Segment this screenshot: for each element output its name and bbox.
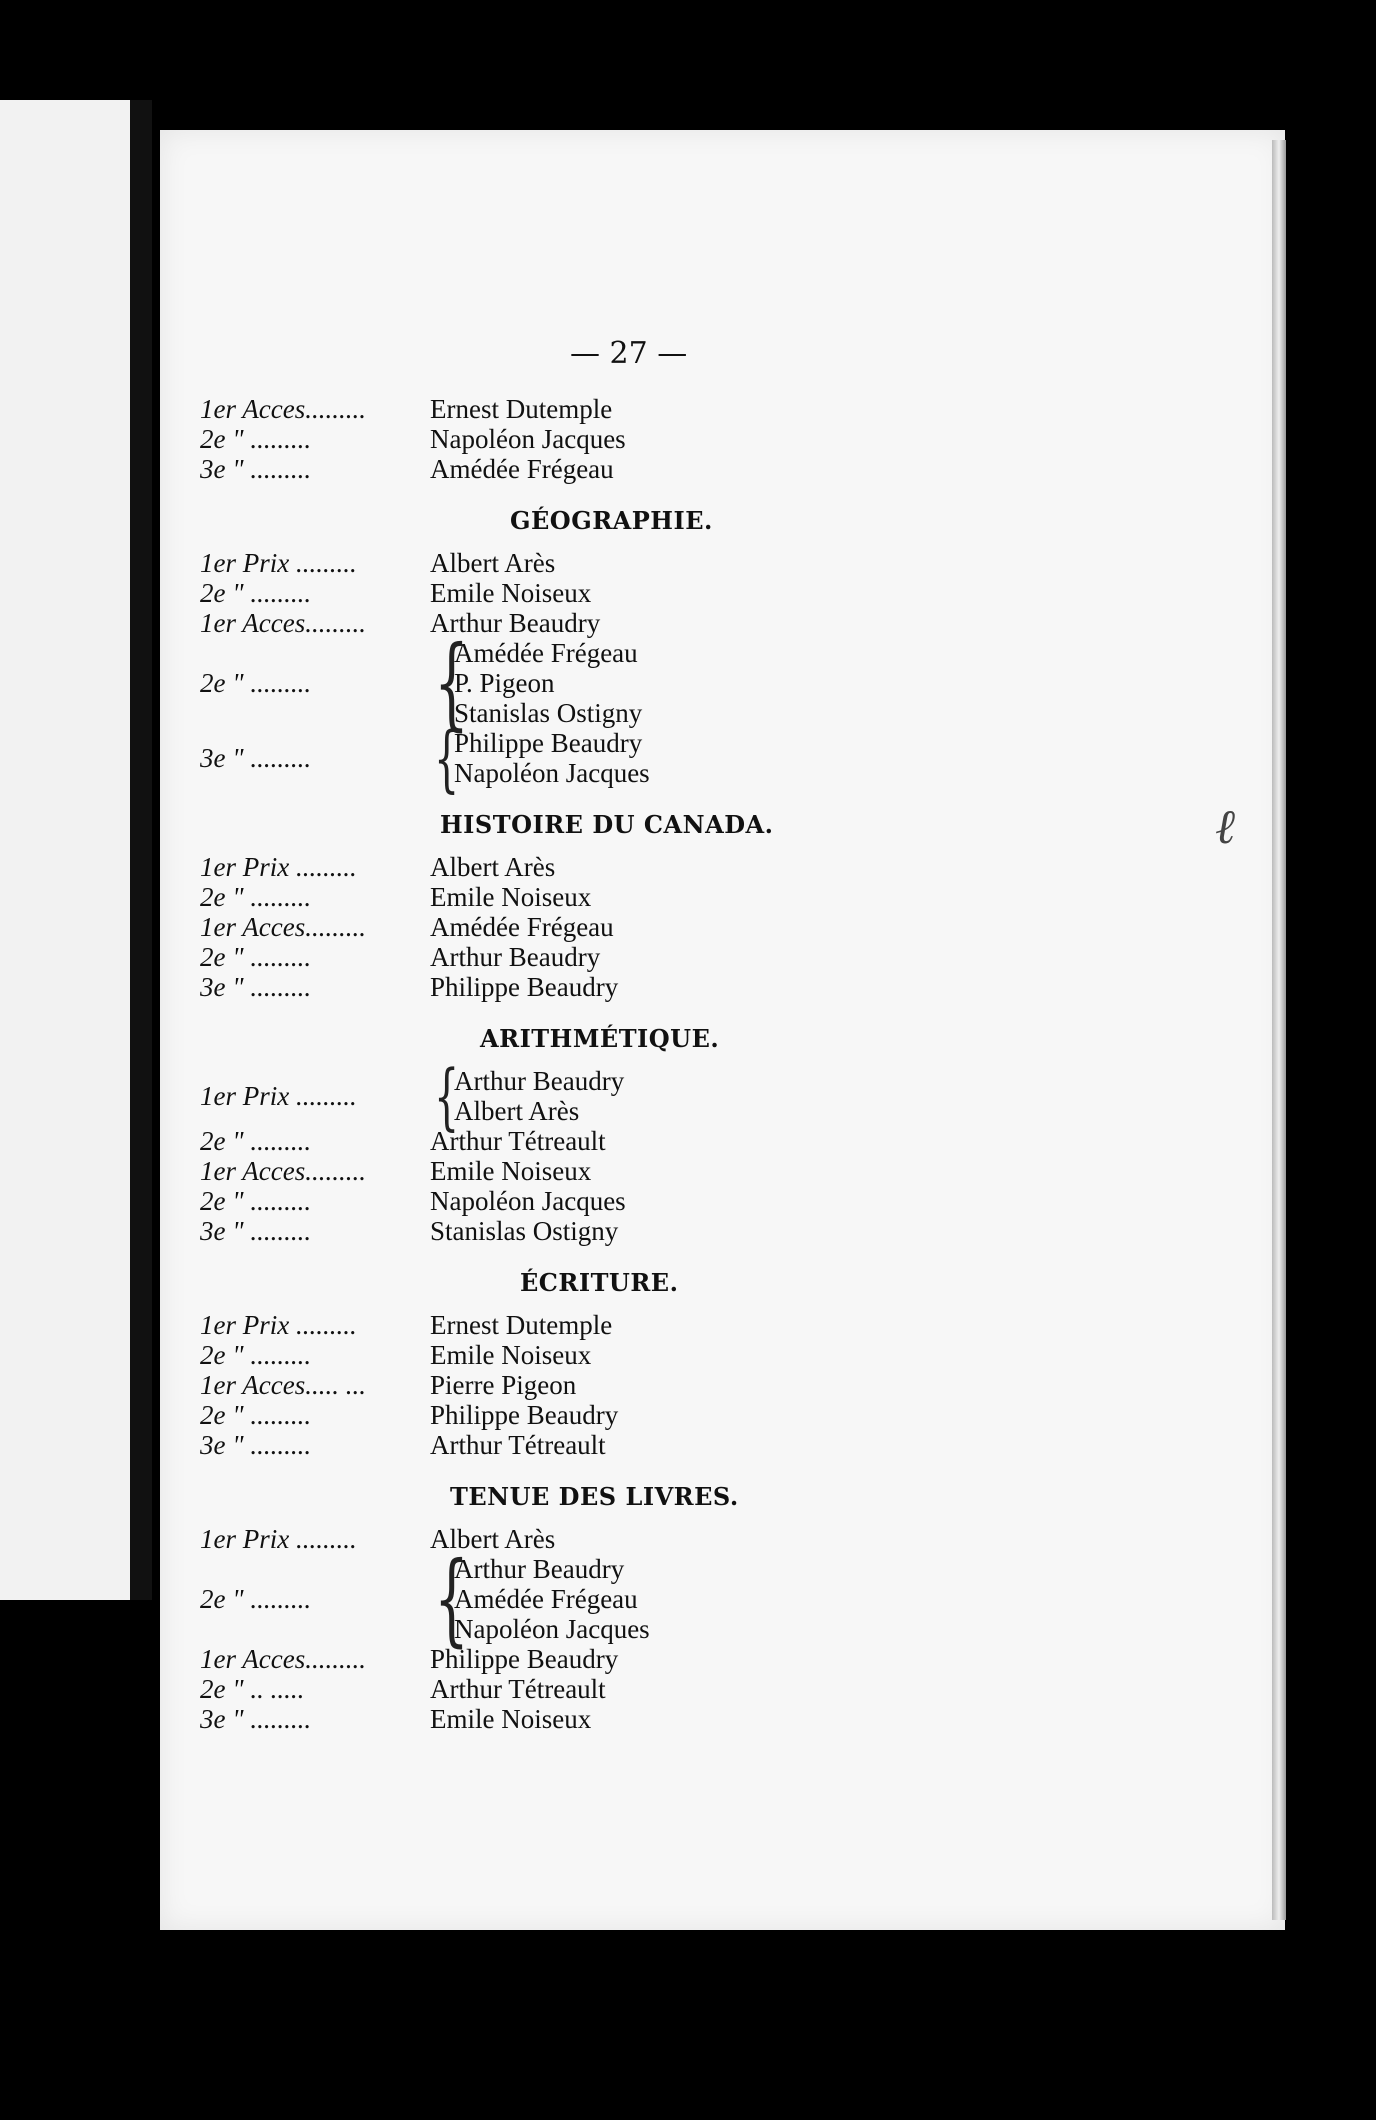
section-tenue-des-livres (200, 1482, 820, 1734)
list-item (200, 1156, 820, 1186)
rank-label: 1er Acces..... ... (200, 1370, 366, 1400)
student-name: Amédée Frégeau (430, 912, 614, 942)
student-name: Emile Noiseux (430, 578, 592, 608)
previous-page-edge (0, 100, 140, 1600)
student-name: Albert Arès (430, 1524, 556, 1554)
rank-label: 1er Prix ......... (200, 1524, 357, 1554)
brace-icon: { (434, 624, 470, 741)
list-item (200, 578, 820, 608)
student-name: Stanislas Ostigny (430, 1216, 619, 1246)
rank-label: 1er Prix ......... (200, 852, 357, 882)
student-name: Amédée Frégeau (430, 454, 614, 484)
list-item (200, 852, 820, 882)
rank-label: 2e " ......... (200, 668, 312, 698)
section-title: ARITHMÉTIQUE. (480, 1024, 720, 1053)
list-item (200, 608, 820, 638)
rank-label: 2e " ......... (200, 424, 312, 454)
rank-label: 2e " ......... (200, 1400, 312, 1430)
list-item (200, 548, 820, 578)
student-name: Ernest Dutemple (430, 1310, 613, 1340)
names-group (454, 1554, 650, 1644)
list-item (200, 1370, 820, 1400)
rank-label: 2e " ......... (200, 1584, 312, 1614)
section-title: ÉCRITURE. (520, 1268, 679, 1297)
rank-label: 2e " ......... (200, 942, 312, 972)
section-title: GÉOGRAPHIE. (510, 506, 713, 535)
names-group (454, 728, 650, 788)
section-arithmetique (200, 1024, 820, 1246)
student-name: Albert Arès (454, 1096, 580, 1126)
page-edge (1272, 140, 1286, 1920)
list-item (200, 1400, 820, 1430)
rank-label: 2e " ......... (200, 578, 312, 608)
section-title: TENUE DES LIVRES. (450, 1482, 739, 1511)
rank-label: 1er Prix ......... (200, 548, 357, 578)
section-histoire (200, 810, 820, 1002)
list-item (200, 882, 820, 912)
student-name: Amédée Frégeau (454, 638, 638, 668)
rank-label: 3e " ......... (200, 972, 312, 1002)
student-name: Amédée Frégeau (454, 1584, 638, 1614)
page-content (200, 330, 820, 1734)
rank-label: 1er Acces......... (200, 608, 366, 638)
list-item (200, 1310, 820, 1340)
rank-label: 2e " ......... (200, 1340, 312, 1370)
rank-label: 3e " ......... (200, 1430, 312, 1460)
binding-shadow (130, 100, 152, 1600)
student-name: Arthur Tétreault (430, 1126, 606, 1156)
list-item (200, 1126, 820, 1156)
brace-group (430, 624, 643, 741)
student-name: Emile Noiseux (430, 1704, 592, 1734)
page-number: — 27 — (570, 336, 688, 371)
student-name: Arthur Beaudry (454, 1066, 625, 1096)
list-item (200, 912, 820, 942)
names-group (454, 638, 642, 728)
list-item (200, 1216, 820, 1246)
section-title: HISTOIRE DU CANADA. (440, 810, 774, 839)
student-name: Arthur Tétreault (430, 1674, 606, 1704)
rank-label: 1er Acces......... (200, 1644, 366, 1674)
student-name: Arthur Beaudry (430, 942, 601, 972)
list-item (200, 1674, 820, 1704)
brace-icon: { (434, 1054, 460, 1138)
student-name: Philippe Beaudry (430, 1400, 619, 1430)
student-name: Albert Arès (430, 852, 556, 882)
rank-label: 2e " .. ..... (200, 1674, 305, 1704)
student-name: Emile Noiseux (430, 1156, 592, 1186)
list-item (200, 942, 820, 972)
student-name: Stanislas Ostigny (454, 698, 643, 728)
list-item (200, 1704, 820, 1734)
list-item (200, 394, 820, 424)
intro-list (200, 394, 820, 484)
list-item-group (200, 1540, 820, 1657)
rank-label: 1er Acces......... (200, 394, 366, 424)
rank-label: 3e " ......... (200, 1216, 312, 1246)
rank-label: 2e " ......... (200, 882, 312, 912)
section-ecriture (200, 1268, 820, 1460)
list-item (200, 454, 820, 484)
list-item (200, 972, 820, 1002)
rank-label: 1er Acces......... (200, 912, 366, 942)
student-name: Napoléon Jacques (430, 1186, 626, 1216)
list-item-group (200, 624, 820, 741)
student-name: Albert Arès (430, 548, 556, 578)
brace-group (430, 1054, 625, 1138)
names-group (454, 1066, 624, 1126)
margin-pencil-mark: ℓ (1215, 801, 1235, 854)
list-item (200, 424, 820, 454)
student-name: Philippe Beaudry (430, 972, 619, 1002)
list-item (200, 1524, 820, 1554)
brace-group (430, 1540, 650, 1657)
student-name: Napoléon Jacques (454, 1614, 650, 1644)
rank-label: 1er Prix ......... (200, 1310, 357, 1340)
rank-label: 3e " ......... (200, 743, 312, 773)
list-item (200, 1340, 820, 1370)
student-name: Philippe Beaudry (430, 1644, 619, 1674)
list-item (200, 1644, 820, 1674)
rank-label: 1er Acces......... (200, 1156, 366, 1186)
student-name: Arthur Beaudry (454, 1554, 625, 1584)
student-name: Emile Noiseux (430, 1340, 592, 1370)
student-name: P. Pigeon (454, 668, 555, 698)
student-name: Pierre Pigeon (430, 1370, 577, 1400)
student-name: Emile Noiseux (430, 882, 592, 912)
list-item (200, 1430, 820, 1460)
brace-icon: { (434, 1540, 470, 1657)
list-item (200, 1186, 820, 1216)
student-name: Napoléon Jacques (454, 758, 650, 788)
student-name: Arthur Beaudry (430, 608, 601, 638)
rank-label: 3e " ......... (200, 1704, 312, 1734)
rank-label: 1er Prix ......... (200, 1081, 357, 1111)
student-name: Philippe Beaudry (454, 728, 643, 758)
rank-label: 2e " ......... (200, 1186, 312, 1216)
student-name: Ernest Dutemple (430, 394, 613, 424)
brace-icon: { (434, 716, 460, 800)
rank-label: 3e " ......... (200, 454, 312, 484)
section-geographie (200, 506, 820, 800)
student-name: Arthur Tétreault (430, 1430, 606, 1460)
student-name: Napoléon Jacques (430, 424, 626, 454)
list-item-group (200, 1054, 820, 1138)
list-item-group (200, 716, 820, 800)
rank-label: 2e " ......... (200, 1126, 312, 1156)
